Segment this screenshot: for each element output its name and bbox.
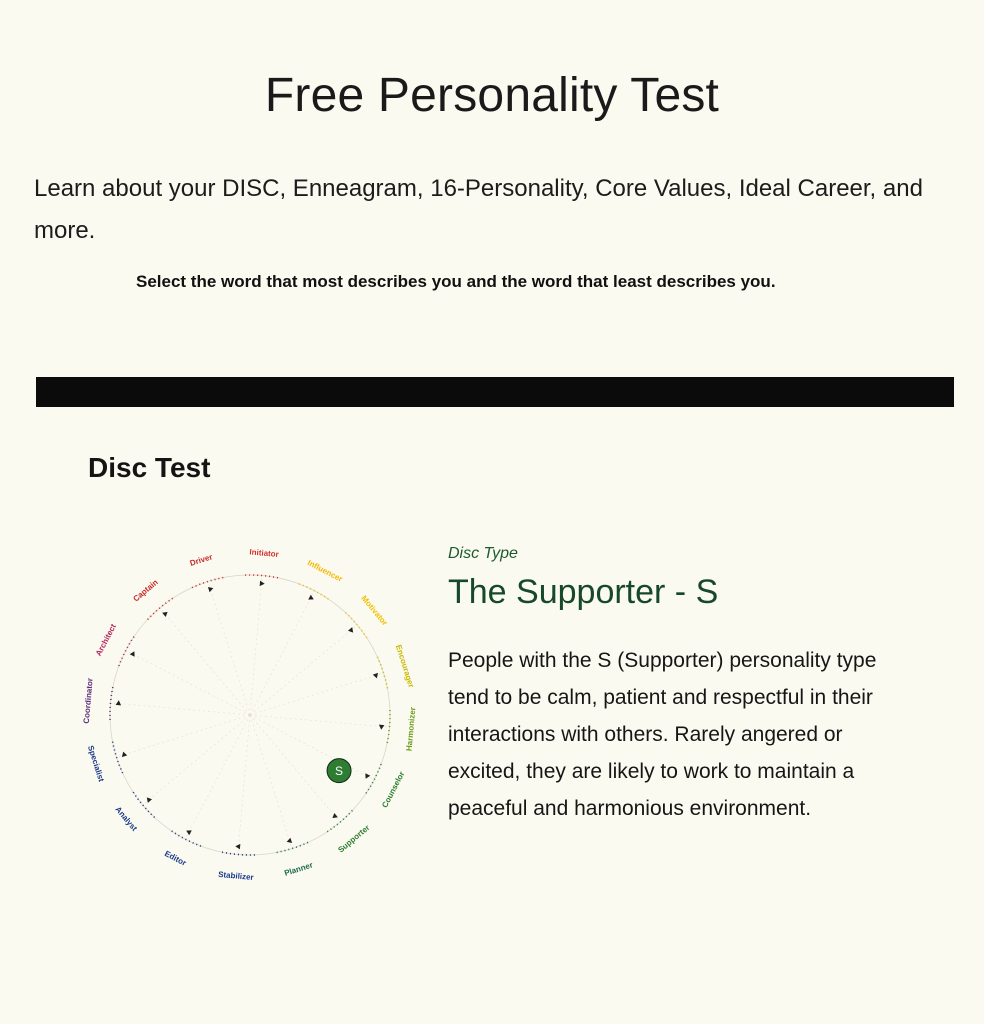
wheel-spoke — [250, 715, 374, 780]
result-panel — [448, 545, 918, 827]
wheel-arc — [365, 764, 381, 794]
wheel-label-planner: Planner — [283, 860, 314, 878]
wheel-marker-arrow — [287, 838, 292, 843]
wheel-label-analyst: Analyst — [113, 804, 139, 833]
wheel-marker-arrow — [208, 587, 213, 592]
wheel-label-specialist: Specialist — [85, 744, 106, 783]
result-description: People with the S (Supporter) personality type tend to be calm, patient and respectful in their interactions with others. Rarely angered or excited, they are likely to work to maintain a peaceful and harmonious environment. — [448, 649, 877, 820]
wheel-marker-arrow — [130, 651, 135, 657]
wheel-spoke — [208, 581, 250, 715]
intro-text: Learn about your DISC, Enneagram, 16-Personality, Core Values, Ideal Career, and more. — [34, 175, 923, 244]
wheel-spoke — [143, 715, 250, 805]
wheel-arc — [326, 810, 352, 832]
wheel-marker-arrow — [235, 844, 240, 850]
wheel-label-stabilizer: Stabilizer — [217, 869, 255, 883]
wheel-arc — [148, 598, 174, 620]
wheel-arc — [245, 575, 279, 578]
result-marker-label: S — [335, 763, 344, 778]
result-type: The Supporter - S — [448, 573, 719, 611]
wheel-label-coordinator: Coordinator — [81, 677, 95, 725]
wheel-spoke — [111, 703, 250, 715]
wheel-marker-arrow — [260, 581, 265, 587]
wheel-marker-arrow — [116, 700, 122, 705]
wheel-label-harmonizer: Harmonizer — [404, 706, 418, 752]
section-title: Disc Test — [88, 452, 211, 483]
wheel-marker-arrow — [365, 773, 370, 779]
wheel-label-architect: Architect — [93, 622, 118, 658]
wheel-label-driver: Driver — [188, 552, 214, 568]
wheel-label-supporter: Supporter — [336, 823, 372, 855]
wheel-spoke — [250, 625, 357, 715]
wheel-label-captain: Captain — [131, 577, 160, 604]
wheel-arc — [112, 741, 122, 774]
wheel-marker-arrow — [348, 627, 353, 632]
wheel-spoke — [126, 650, 250, 715]
wheel-label-motivator: Motivator — [359, 593, 390, 628]
wheel-spoke — [185, 715, 250, 839]
wheel-arc — [192, 577, 225, 587]
wheel-marker-arrow — [162, 612, 167, 617]
result-label: Disc Type — [448, 545, 518, 562]
wheel-label-counselor: Counselor — [380, 769, 407, 810]
wheel-label-encourager: Encourager — [393, 643, 416, 689]
wheel-label-editor: Editor — [163, 849, 188, 868]
wheel-spoke — [160, 608, 250, 715]
wheel-spoke — [250, 576, 262, 715]
disc-wheel — [80, 530, 420, 890]
wheel-arc — [377, 657, 387, 690]
progress-fill — [36, 377, 954, 407]
wheel-spoke — [238, 715, 250, 854]
wheel-spoke — [250, 715, 292, 849]
wheel-spoke — [250, 715, 389, 727]
page-title: Free Personality Test — [264, 69, 720, 122]
wheel-arc — [133, 791, 155, 817]
wheel-arc — [276, 842, 309, 852]
wheel-label-initiator: Initiator — [249, 547, 280, 559]
wheel-arc — [119, 636, 135, 666]
wheel-marker-arrow — [186, 830, 192, 835]
wheel-arc — [387, 710, 390, 744]
wheel-spoke — [250, 715, 340, 822]
wheel-marker-arrow — [147, 797, 152, 802]
wheel-arc — [110, 686, 113, 720]
wheel-spoke — [250, 673, 384, 715]
wheel-arc — [345, 613, 367, 639]
wheel-arc — [299, 584, 329, 600]
wheel-arc — [221, 852, 255, 855]
wheel-spoke — [116, 715, 250, 757]
wheel-label-influencer: Influencer — [305, 558, 345, 584]
wheel-marker-arrow — [373, 673, 378, 678]
wheel-marker-arrow — [122, 752, 127, 757]
instruction-text: Select the word that most describes you and the word that least describes you. — [136, 272, 776, 291]
wheel-arc — [171, 830, 201, 846]
wheel-spoke — [250, 591, 315, 715]
wheel-marker-arrow — [379, 725, 385, 730]
wheel-marker-arrow — [332, 813, 337, 818]
wheel-marker-arrow — [308, 595, 314, 600]
progress-bar — [36, 377, 954, 407]
